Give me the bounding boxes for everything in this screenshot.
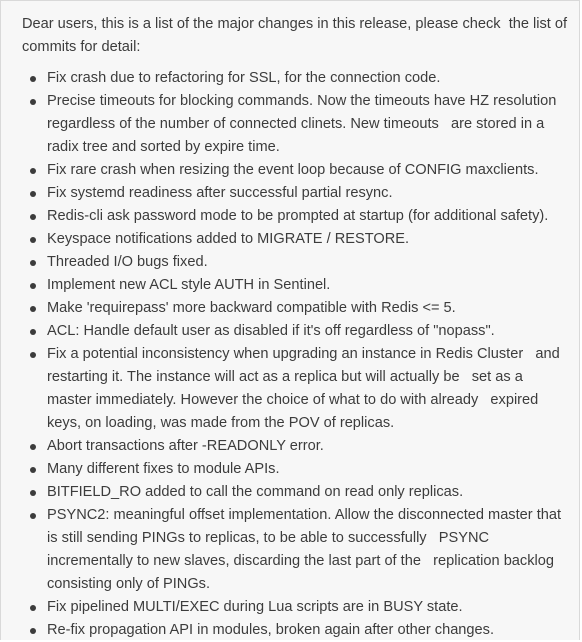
- list-item: [1, 458, 569, 481]
- list-item: [1, 182, 569, 205]
- list-item-text: Threaded I/O bugs fixed.: [47, 254, 208, 270]
- list-item-text: Precise timeouts for blocking commands. Now the timeouts have HZ resolution regardless of the number of connected clinets. New timeouts are stored in a radix tree and sorted by expire time.: [47, 93, 561, 155]
- list-item: [1, 320, 569, 343]
- bullet-icon: [30, 306, 36, 312]
- bullet-icon: [30, 605, 36, 611]
- list-item: [1, 205, 569, 228]
- change-list: [1, 67, 569, 642]
- bullet-icon: [30, 352, 36, 358]
- list-item: [1, 274, 569, 297]
- list-item-text: Make 'requirepass' more backward compatible with Redis <= 5.: [47, 300, 456, 316]
- list-item-text: Many different fixes to module APIs.: [47, 461, 280, 477]
- list-item-text: Abort transactions after -READONLY error.: [47, 438, 324, 454]
- bullet-icon: [30, 467, 36, 473]
- list-item: [1, 159, 569, 182]
- list-item-text: Fix systemd readiness after successful partial resync.: [47, 185, 393, 201]
- list-item: [1, 251, 569, 274]
- bullet-icon: [30, 237, 36, 243]
- list-item: [1, 435, 569, 458]
- list-item-text: Keyspace notifications added to MIGRATE / RESTORE.: [47, 231, 410, 247]
- list-item: [1, 343, 569, 435]
- list-item: [1, 297, 569, 320]
- list-item-text: Implement new ACL style AUTH in Sentinel.: [47, 277, 331, 293]
- list-item: [1, 481, 569, 504]
- bullet-icon: [30, 168, 36, 174]
- list-item-text: BITFIELD_RO added to call the command on read only replicas.: [47, 484, 464, 500]
- bullet-icon: [30, 513, 36, 519]
- list-item: [1, 596, 569, 619]
- bullet-icon: [30, 283, 36, 289]
- list-item: [1, 228, 569, 251]
- bullet-icon: [30, 260, 36, 266]
- list-item-text: Fix crash due to refactoring for SSL, for the connection code.: [47, 70, 441, 86]
- list-item-text: Fix rare crash when resizing the event loop because of CONFIG maxclients.: [47, 162, 539, 178]
- list-item-text: ACL: Handle default user as disabled if it's off regardless of "nopass".: [47, 323, 495, 339]
- list-item: [1, 504, 569, 596]
- list-item: [1, 90, 569, 159]
- bullet-icon: [30, 490, 36, 496]
- bullet-icon: [30, 76, 36, 82]
- list-item-text: Fix a potential inconsistency when upgrading an instance in Redis Cluster and restarting it. The instance will act as a replica but will actually be set as a master immediately. However the choice of what to do with already expired keys, on loading, was made from the POV of replicas.: [47, 346, 564, 431]
- bullet-icon: [30, 329, 36, 335]
- intro-text: Dear users, this is a list of the major changes in this release, please check the list of commits for detail:: [22, 16, 572, 55]
- bullet-icon: [30, 628, 36, 634]
- list-item-text: PSYNC2: meaningful offset implementation. Allow the disconnected master that is still sending PINGs to replicas, to be able to successfully PSYNC incrementally to new slaves, discarding the last part of the replication backlog consisting only of PINGs.: [47, 507, 566, 592]
- bullet-icon: [30, 214, 36, 220]
- list-item-text: Redis-cli ask password mode to be prompted at startup (for additional safety).: [47, 208, 549, 224]
- list-item-text: Fix pipelined MULTI/EXEC during Lua scripts are in BUSY state.: [47, 599, 463, 615]
- list-item: [1, 67, 569, 90]
- list-item: [1, 619, 569, 642]
- bullet-icon: [30, 99, 36, 105]
- bullet-icon: [30, 444, 36, 450]
- list-item-text: Re-fix propagation API in modules, broken again after other changes.: [47, 622, 495, 638]
- bullet-icon: [30, 191, 36, 197]
